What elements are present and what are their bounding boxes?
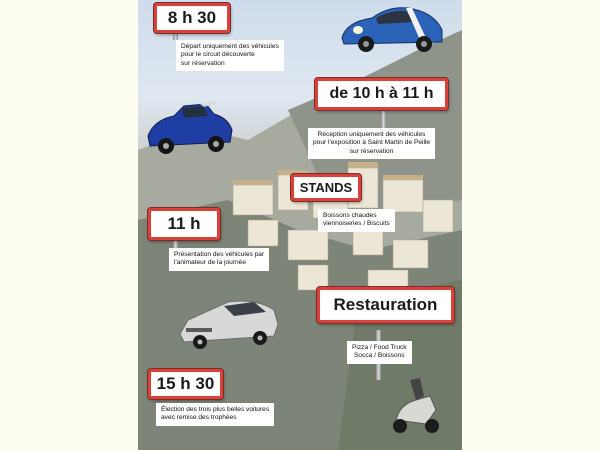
note-pizza: Pizza / Food Truck Socca / Boissons: [347, 341, 412, 364]
sign-stands: STANDS: [291, 174, 361, 201]
left-margin: [0, 0, 138, 450]
blue-kit-car-image: [144, 100, 236, 158]
sign-10h-11h: de 10 h à 11 h: [315, 78, 448, 110]
sign-15h30: 15 h 30: [148, 369, 223, 399]
event-poster: [138, 0, 462, 450]
note-election: Élection des trois plus belles voitures avec remise des trophées: [156, 403, 274, 426]
note-presentation: Présentation des véhicules par l'animateur de la journée: [169, 248, 269, 271]
sign-restauration: Restauration: [317, 287, 454, 323]
silver-coupe-image: [178, 294, 280, 352]
note-reception: Réception uniquement des véhicules pour l'exposition à Saint Martin de Peille sur réservation: [308, 128, 435, 159]
blue-rally-car-image: [336, 2, 448, 54]
scooter-image: [386, 370, 446, 440]
sign-post: [381, 108, 386, 128]
right-margin: [462, 0, 600, 450]
sign-11h: 11 h: [148, 208, 220, 240]
sign-8h30: 8 h 30: [154, 3, 230, 33]
note-depart: Départ uniquement des véhicules pour le circuit découverte sur réservation: [176, 40, 284, 71]
note-boissons: Boissons chaudes viennoiseries / Biscuits: [318, 209, 395, 232]
